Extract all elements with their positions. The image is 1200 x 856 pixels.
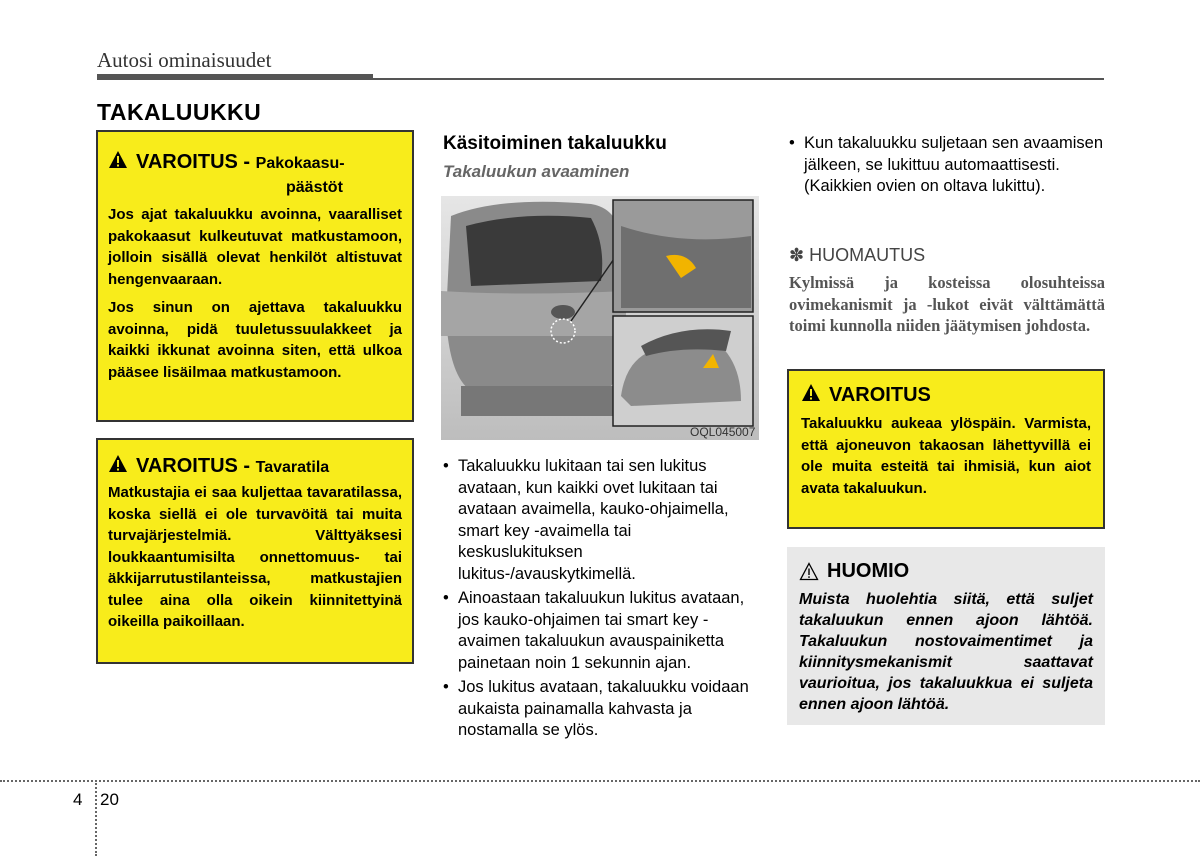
note-heading	[789, 245, 925, 266]
warning-box-exhaust	[96, 130, 414, 422]
asterisk-icon: ✽	[789, 245, 805, 265]
page-number: 20	[100, 790, 119, 809]
note-body: Kylmissä ja kosteissa olosuhteissa ovimekanismit ja -lukot eivät välttämättä toimi kunnolla niiden jäätymisen johdosta.	[789, 273, 1105, 335]
caution-box	[787, 547, 1105, 725]
footer-divider	[0, 780, 1200, 782]
note-title: HUOMAUTUS	[809, 245, 926, 265]
warning-heading	[108, 150, 402, 198]
list-item: • Jos lukitus avataan, takaluukku voidaan aukaista painamalla kahvasta ja nostamalla se ylös.	[443, 678, 749, 739]
warning-heading	[801, 383, 1091, 407]
bullet-list	[443, 456, 759, 745]
caution-heading	[799, 559, 1093, 583]
warning-subtitle-2: päästöt	[286, 179, 343, 196]
warning-paragraph: Matkustajia ei saa kuljettaa tavaratilassa, koska siellä ei ole turvavöitä tai muita turvajärjestelmiä. Välttyäksesi loukkaantumisilta onnettomuus- tai äkkijarrutustilanteissa, matkustajien tulee aina olla oikein kiinnitettyinä oikeilla paikoillaan.	[108, 484, 402, 630]
header-rule-thin	[373, 78, 1104, 80]
list-item: • Takaluukku lukitaan tai sen lukitus avataan, kun kaikki ovet lukitaan tai avataan avaimella, kauko-ohjaimella, smart key -avaimella tai keskuslukituksen lukitus-/avauskytkimellä.	[443, 457, 729, 583]
caution-label: HUOMIO	[827, 560, 910, 582]
list-item: • Ainoastaan takaluukun lukitus avataan, jos kauko-ohjaimen tai smart key -avaimen takaluukun avauspainiketta painetaan noin 1 sekunnin ajan.	[443, 589, 745, 672]
warning-triangle-icon	[108, 150, 128, 169]
tailgate-illustration	[441, 196, 759, 440]
manual-tailgate-title: Käsitoiminen takaluukku	[443, 133, 667, 154]
warning-paragraph: Takaluukku aukeaa ylöspäin. Varmista, että ajoneuvon takaosan lähettyvillä ei ole muita esteitä tai ihmisiä, kun aiot avata takaluukun.	[801, 415, 1091, 497]
opening-subtitle: Takaluukun avaaminen	[443, 162, 630, 181]
warning-subtitle-1: Pakokaasu-	[255, 155, 345, 172]
warning-label: VAROITUS	[829, 384, 931, 406]
chapter-header: Autosi ominaisuudet	[97, 48, 272, 72]
warning-triangle-icon	[108, 454, 128, 473]
warning-label: VAROITUS -	[136, 151, 251, 173]
auto-lock-bullet	[789, 133, 1105, 198]
section-title: TAKALUUKKU	[97, 99, 262, 125]
caution-paragraph: Muista huolehtia siitä, että suljet takaluukun ennen ajoon lähtöä. Takaluukun nostovaimentimet ja kiinnitysmekanismit saattavat vaurioitua, jos takaluukkua ei suljeta ennen ajoon lähtöä.	[799, 591, 1093, 713]
footer-vertical-divider	[95, 780, 97, 856]
figure-code: OQL045007	[690, 425, 756, 439]
warning-label: VAROITUS -	[136, 455, 251, 477]
warning-subtitle: Tavaratila	[255, 459, 330, 476]
chapter-number: 4	[73, 790, 83, 809]
warning-triangle-icon	[801, 383, 821, 402]
list-item: • Kun takaluukku suljetaan sen avaamisen jälkeen, se lukittuu automaattisesti. (Kaikkien ovien on oltava lukittu).	[789, 134, 1104, 195]
header-rule-thick	[97, 74, 373, 80]
warning-box-opening	[787, 369, 1105, 529]
warning-heading	[108, 454, 402, 478]
caution-triangle-icon	[799, 562, 819, 581]
warning-paragraph: Jos ajat takaluukku avoinna, vaaralliset pakokaasut kulkeutuvat matkustamoon, jolloin sisällä olevat henkilöt altistuvat hengenvaaraan.	[108, 206, 402, 288]
warning-box-cargo	[96, 438, 414, 664]
warning-paragraph: Jos sinun on ajettava takaluukku avoinna, pidä tuuletussuulakkeet ja kaikki ikkunat avoinna siten, että ulkoa pääsee lisäilmaa matkustamoon.	[108, 299, 402, 381]
